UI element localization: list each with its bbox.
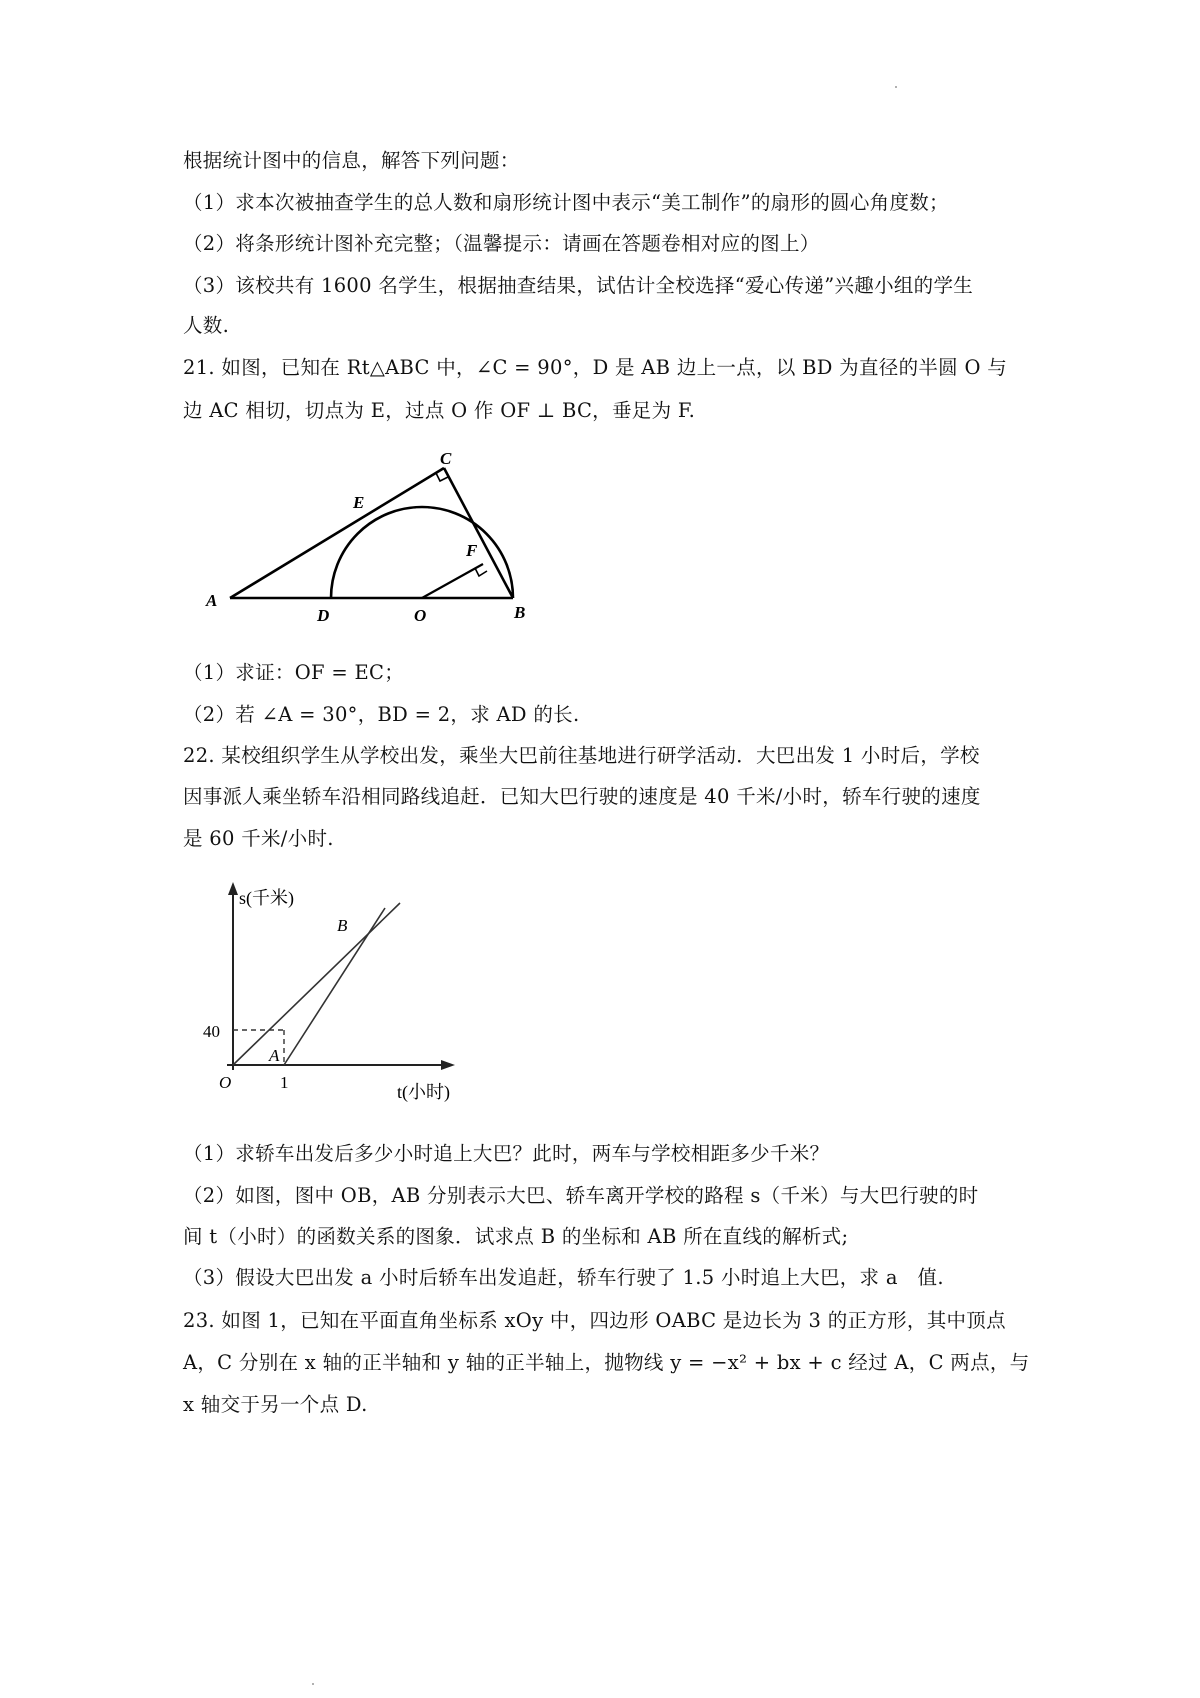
y-axis-arrow [228,882,238,895]
segment-AC [230,468,444,598]
right-angle-mark-F [475,568,487,576]
question-21-2: （2）若 ∠A = 30°，BD = 2，求 AD 的长. [183,703,580,726]
problem-22-line2: 因事派人乘坐轿车沿相同路线追赶．已知大巴行驶的速度是 40 千米/小时，轿车行驶的速度 [183,785,981,808]
question-20-1: （1）求本次被抽查学生的总人数和扇形统计图中表示“美工制作”的扇形的圆心角度数； [183,191,949,214]
problem-21-line2: 边 AC 相切，切点为 E，过点 O 作 OF ⊥ BC，垂足为 F. [183,399,696,422]
question-21-1: （1）求证：OF = EC； [183,661,405,684]
triangle-semicircle-figure [190,440,550,630]
scan-speck [312,1683,314,1685]
x-axis-label: t(小时) [397,1082,450,1102]
problem-21-line1: 21. 如图，已知在 Rt△ABC 中，∠C = 90°，D 是 AB 边上一点，以 BD 为直径的半圆 O 与 [183,356,1008,379]
question-20-2: （2）将条形统计图补充完整；（温馨提示：请画在答题卷相对应的图上） [183,232,820,255]
point-A-label: A [269,1046,280,1065]
x-tick-1: 1 [280,1073,289,1092]
scan-speck [895,86,897,88]
problem-23-line1: 23. 如图 1，已知在平面直角坐标系 xOy 中，四边形 OABC 是边长为 3 的正方形，其中顶点 [183,1309,1006,1332]
question-22-3: （3）假设大巴出发 a 小时后轿车出发追赶，轿车行驶了 1.5 小时追上大巴，求 a 值. [183,1266,944,1289]
label-D: D [317,606,330,625]
y-tick-40: 40 [203,1022,220,1041]
line-OB [233,903,400,1065]
question-22-2a: （2）如图，图中 OB，AB 分别表示大巴、轿车离开学校的路程 s（千米）与大巴行驶的时 [183,1184,979,1207]
line-AB [284,908,385,1065]
label-O: O [414,606,427,625]
origin-label: O [219,1073,232,1092]
problem-22-line1: 22. 某校组织学生从学校出发，乘坐大巴前往基地进行研学活动．大巴出发 1 小时后，学校 [183,744,980,767]
segment-OF [422,564,483,598]
label-A: A [206,591,218,610]
problem-22-line3: 是 60 千米/小时. [183,827,334,850]
question-20-3b: 人数. [183,314,230,337]
distance-time-graph [185,875,485,1115]
label-E: E [353,493,365,512]
label-F: F [466,541,478,560]
question-20-3a: （3）该校共有 1600 名学生，根据抽查结果，试估计全校选择“爱心传递”兴趣小组的学生 [183,274,974,297]
y-axis-label: s(千米) [239,888,294,908]
x-axis-arrow [441,1060,455,1070]
problem-23-line3: x 轴交于另一个点 D. [183,1393,368,1416]
segment-BC [444,468,513,598]
question-22-1: （1）求轿车出发后多少小时追上大巴？此时，两车与学校相距多少千米？ [183,1142,830,1165]
problem-23-line2: A，C 分别在 x 轴的正半轴和 y 轴的正半轴上，抛物线 y = −x² + bx + c 经过 A，C 两点，与 [183,1351,1030,1374]
intro-text: 根据统计图中的信息，解答下列问题： [183,149,520,172]
point-B-label: B [337,916,348,935]
label-C: C [440,449,452,468]
question-22-2b: 间 t（小时）的函数关系的图象．试求点 B 的坐标和 AB 所在直线的解析式; [183,1225,849,1248]
label-B: B [514,603,526,622]
